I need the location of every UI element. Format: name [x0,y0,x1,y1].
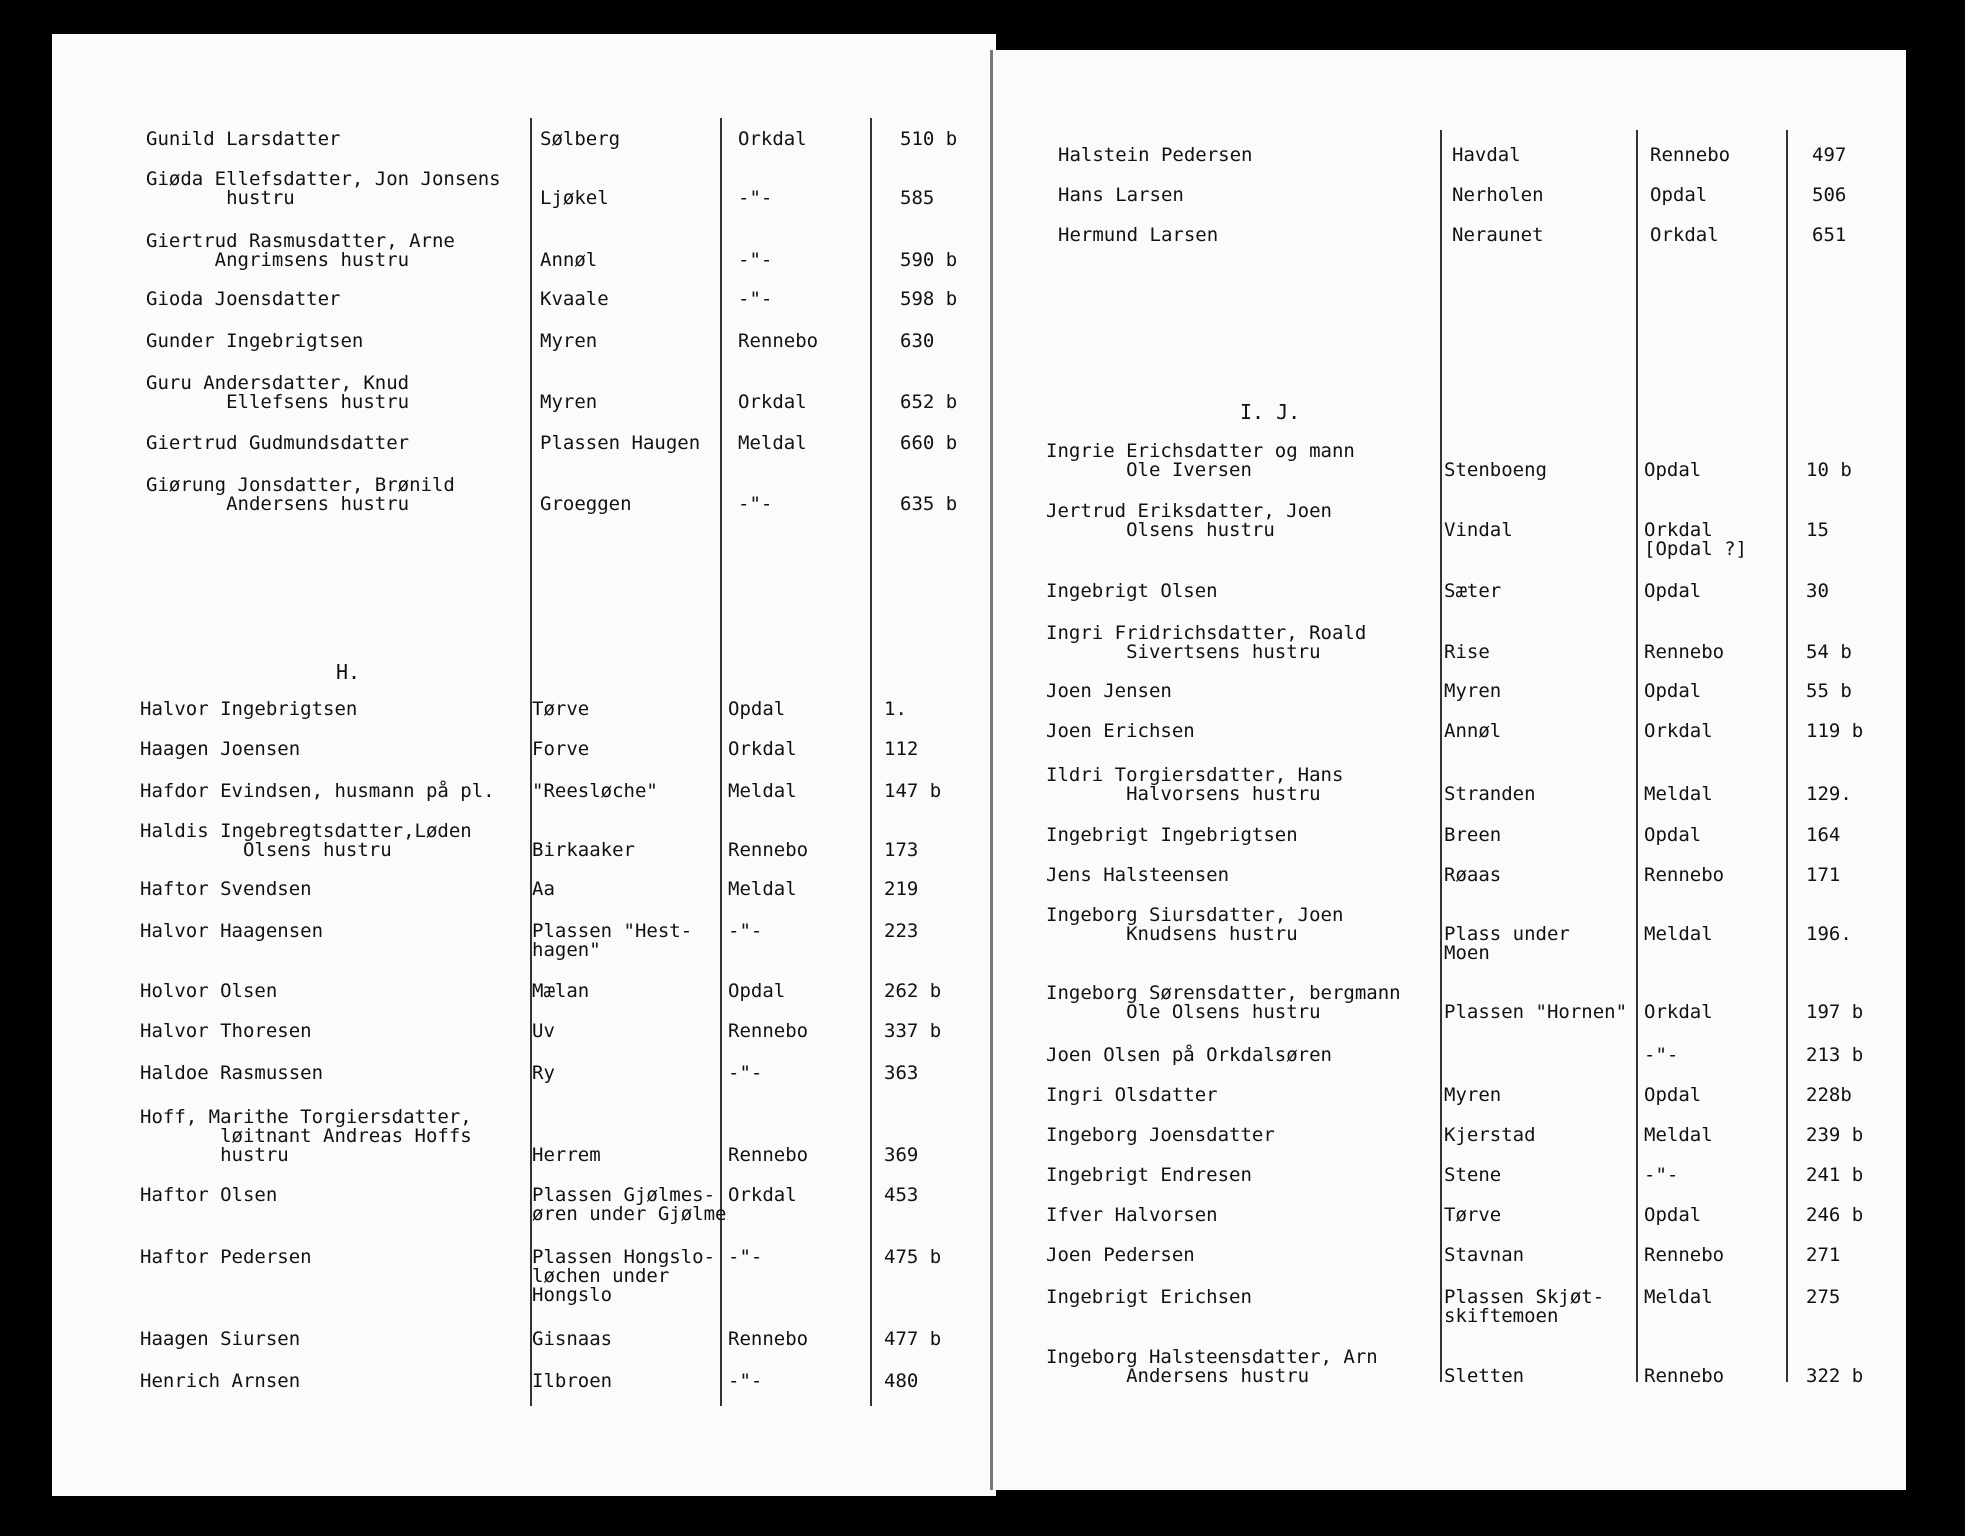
entry-parish: Meldal [728,878,797,900]
entry-parish: Meldal [1644,923,1713,945]
column-rule [1440,130,1442,1382]
entry-place: Kjerstad [1444,1124,1536,1146]
entry-place: Breen [1444,824,1502,846]
entry-place: Mælan [532,980,590,1002]
entry-place: Røaas [1444,864,1502,886]
entry-parish: Orkdal [1644,1001,1713,1023]
entry-place: Tørve [1444,1204,1502,1226]
entry-parish: Meldal [728,780,797,802]
entry-parish: Opdal [1644,824,1702,846]
entry-reference: 369 [884,1144,919,1166]
entry-reference: 197 b [1806,1001,1864,1023]
entry-place: Aa [532,878,555,900]
entry-parish: -"- [738,493,773,515]
entry-parish: Orkdal [Opdal ?] [1644,519,1747,560]
entry-reference: 510 b [900,128,958,150]
entry-place: Ilbroen [532,1370,613,1392]
entry-parish: Rennebo [1644,641,1725,663]
entry-name: Ingeborg Halsteensdatter, Arn Andersens hustru [1046,1346,1378,1387]
entry-name: Ildri Torgiersdatter, Hans Halvorsens hustru [1046,764,1344,805]
entry-reference: 129. [1806,783,1852,805]
entry-parish: Meldal [1644,1124,1713,1146]
entry-name: Giertrud Gudmundsdatter [146,432,410,454]
entry-name: Ingeborg Joensdatter [1046,1124,1275,1146]
entry-name: Haagen Siursen [140,1328,301,1350]
entry-place: Annøl [1444,720,1502,742]
entry-parish: Orkdal [1650,224,1719,246]
entry-parish: -"- [728,1062,763,1084]
entry-parish: Rennebo [738,330,819,352]
entry-place: Myren [540,330,598,352]
entry-place: Plassen Skjøt- skiftemoen [1444,1286,1605,1327]
entry-parish: Opdal [1650,184,1708,206]
entry-parish: Opdal [1644,1084,1702,1106]
entry-place: Kvaale [540,288,609,310]
entry-parish: Opdal [1644,459,1702,481]
entry-reference: 660 b [900,432,958,454]
entry-name: Haldoe Rasmussen [140,1062,324,1084]
entry-reference: 246 b [1806,1204,1864,1226]
entry-name: Haftor Svendsen [140,878,312,900]
entry-name: Hoff, Marithe Torgiersdatter, løitnant Andreas Hoffs hustru [140,1106,472,1166]
entry-place: Plassen "Hornen" [1444,1001,1628,1023]
entry-name: Ingrie Erichsdatter og mann Ole Iversen [1046,440,1355,481]
entry-name: Giertrud Rasmusdatter, Arne Angrimsens hustru [146,230,455,271]
entry-place: Plassen "Hest- hagen" [532,920,693,961]
entry-parish: Meldal [1644,783,1713,805]
entry-place: Forve [532,738,590,760]
entry-reference: 239 b [1806,1124,1864,1146]
entry-parish: Opdal [728,980,786,1002]
entry-place: Groeggen [540,493,632,515]
entry-parish: Orkdal [728,1184,797,1206]
entry-reference: 213 b [1806,1044,1864,1066]
entry-reference: 630 [900,330,935,352]
entry-place: Tørve [532,698,590,720]
entry-name: Ingri Fridrichsdatter, Roald Sivertsens hustru [1046,622,1367,663]
entry-parish: Opdal [1644,580,1702,602]
entry-parish: Opdal [728,698,786,720]
entry-name: Ingebrigt Ingebrigtsen [1046,824,1298,846]
entry-name: Henrich Arnsen [140,1370,301,1392]
entry-parish: Rennebo [1644,1365,1725,1387]
entry-parish: Rennebo [1650,144,1731,166]
entry-place: Sæter [1444,580,1502,602]
entry-parish: -"- [1644,1164,1679,1186]
book-spine [990,50,993,1490]
entry-place: Neraunet [1452,224,1544,246]
entry-reference: 10 b [1806,459,1852,481]
entry-reference: 497 [1812,144,1847,166]
entry-parish: -"- [738,249,773,271]
entry-reference: 651 [1812,224,1847,246]
entry-name: Halvor Thoresen [140,1020,312,1042]
entry-place: "Reesløche" [532,780,658,802]
entry-reference: 112 [884,738,919,760]
entry-reference: 228b [1806,1084,1852,1106]
column-rule [1636,130,1638,1382]
entry-name: Gioda Joensdatter [146,288,341,310]
entry-name: Halstein Pedersen [1058,144,1253,166]
entry-parish: Orkdal [738,391,807,413]
entry-parish: Rennebo [728,1144,809,1166]
entry-reference: 54 b [1806,641,1852,663]
entry-reference: 55 b [1806,680,1852,702]
entry-parish: Meldal [738,432,807,454]
entry-parish: Opdal [1644,680,1702,702]
entry-place: Herrem [532,1144,601,1166]
entry-place: Ry [532,1062,555,1084]
entry-reference: 475 b [884,1246,942,1268]
entry-reference: 337 b [884,1020,942,1042]
entry-name: Holvor Olsen [140,980,278,1002]
entry-place: Stenboeng [1444,459,1547,481]
entry-parish: Rennebo [728,1020,809,1042]
entry-reference: 480 [884,1370,919,1392]
entry-parish: Meldal [1644,1286,1713,1308]
entry-reference: 15 [1806,519,1829,541]
entry-name: Ingebrigt Erichsen [1046,1286,1252,1308]
entry-name: Guru Andersdatter, Knud Ellefsens hustru [146,372,410,413]
entry-parish: -"- [1644,1044,1679,1066]
entry-reference: 322 b [1806,1365,1864,1387]
entry-reference: 590 b [900,249,958,271]
entry-name: Ingebrigt Olsen [1046,580,1218,602]
entry-name: Joen Pedersen [1046,1244,1195,1266]
entry-place: Ljøkel [540,187,609,209]
entry-name: Jens Halsteensen [1046,864,1230,886]
entry-reference: 506 [1812,184,1847,206]
entry-place: Plassen Hongslo- løchen under Hongslo [532,1246,716,1306]
entry-reference: 1. [884,698,907,720]
entry-parish: Opdal [1644,1204,1702,1226]
entry-name: Hermund Larsen [1058,224,1219,246]
entry-reference: 173 [884,839,919,861]
entry-parish: -"- [738,288,773,310]
entry-parish: -"- [728,1246,763,1268]
entry-name: Haftor Pedersen [140,1246,312,1268]
entry-parish: -"- [728,1370,763,1392]
entry-place: Sølberg [540,128,621,150]
entry-parish: -"- [728,920,763,942]
entry-parish: Rennebo [728,839,809,861]
entry-place: Stranden [1444,783,1536,805]
entry-reference: 585 [900,187,935,209]
entry-parish: -"- [738,187,773,209]
entry-reference: 477 b [884,1328,942,1350]
column-rule [870,118,872,1406]
entry-name: Gunild Larsdatter [146,128,341,150]
entry-name: Hans Larsen [1058,184,1184,206]
entry-place: Myren [1444,680,1502,702]
entry-name: Giøda Ellefsdatter, Jon Jonsens hustru [146,168,501,209]
entry-parish: Rennebo [1644,864,1725,886]
entry-place: Plass under Moen [1444,923,1570,964]
entry-place: Plassen Gjølmes- øren under Gjølme [532,1184,727,1225]
entry-reference: 164 [1806,824,1841,846]
section-heading-ij: I. J. [1240,400,1301,424]
entry-name: Joen Jensen [1046,680,1172,702]
entry-name: Halvor Ingebrigtsen [140,698,358,720]
entry-name: Ifver Halvorsen [1046,1204,1218,1226]
entry-place: Plassen Haugen [540,432,701,454]
entry-reference: 363 [884,1062,919,1084]
entry-place: Myren [1444,1084,1502,1106]
entry-place: Uv [532,1020,555,1042]
entry-place: Havdal [1452,144,1521,166]
entry-place: Rise [1444,641,1490,663]
entry-reference: 275 [1806,1286,1841,1308]
entry-parish: Rennebo [1644,1244,1725,1266]
entry-reference: 453 [884,1184,919,1206]
entry-name: Haagen Joensen [140,738,301,760]
entry-reference: 30 [1806,580,1829,602]
entry-name: Ingeborg Siursdatter, Joen Knudsens hustru [1046,904,1344,945]
entry-name: Ingri Olsdatter [1046,1084,1218,1106]
entry-reference: 241 b [1806,1164,1864,1186]
entry-name: Ingebrigt Endresen [1046,1164,1252,1186]
entry-reference: 635 b [900,493,958,515]
entry-name: Jertrud Eriksdatter, Joen Olsens hustru [1046,500,1332,541]
entry-place: Gisnaas [532,1328,613,1350]
entry-place: Vindal [1444,519,1513,541]
entry-place: Stavnan [1444,1244,1525,1266]
entry-name: Haftor Olsen [140,1184,278,1206]
entry-parish: Orkdal [738,128,807,150]
entry-reference: 171 [1806,864,1841,886]
entry-reference: 262 b [884,980,942,1002]
entry-place: Stene [1444,1164,1502,1186]
entry-place: Myren [540,391,598,413]
entry-reference: 119 b [1806,720,1864,742]
entry-name: Haldis Ingebregtsdatter,Løden Olsens hustru [140,820,472,861]
entry-name: Joen Erichsen [1046,720,1195,742]
entry-name: Giørung Jonsdatter, Brønild Andersens hustru [146,474,455,515]
entry-place: Annøl [540,249,598,271]
entry-reference: 223 [884,920,919,942]
entry-parish: Rennebo [728,1328,809,1350]
entry-name: Hafdor Evindsen, husmann på pl. [140,780,495,802]
entry-name: Gunder Ingebrigtsen [146,330,364,352]
entry-place: Nerholen [1452,184,1544,206]
entry-reference: 271 [1806,1244,1841,1266]
entry-parish: Orkdal [728,738,797,760]
column-rule [1786,130,1788,1382]
section-heading-h: H. [336,660,361,684]
entry-reference: 147 b [884,780,942,802]
entry-place: Sletten [1444,1365,1525,1387]
entry-name: Ingeborg Sørensdatter, bergmann Ole Olsens hustru [1046,982,1401,1023]
entry-reference: 219 [884,878,919,900]
entry-place: Birkaaker [532,839,635,861]
entry-reference: 652 b [900,391,958,413]
entry-reference: 598 b [900,288,958,310]
entry-name: Halvor Haagensen [140,920,324,942]
entry-name: Joen Olsen på Orkdalsøren [1046,1044,1332,1066]
entry-reference: 196. [1806,923,1852,945]
entry-parish: Orkdal [1644,720,1713,742]
